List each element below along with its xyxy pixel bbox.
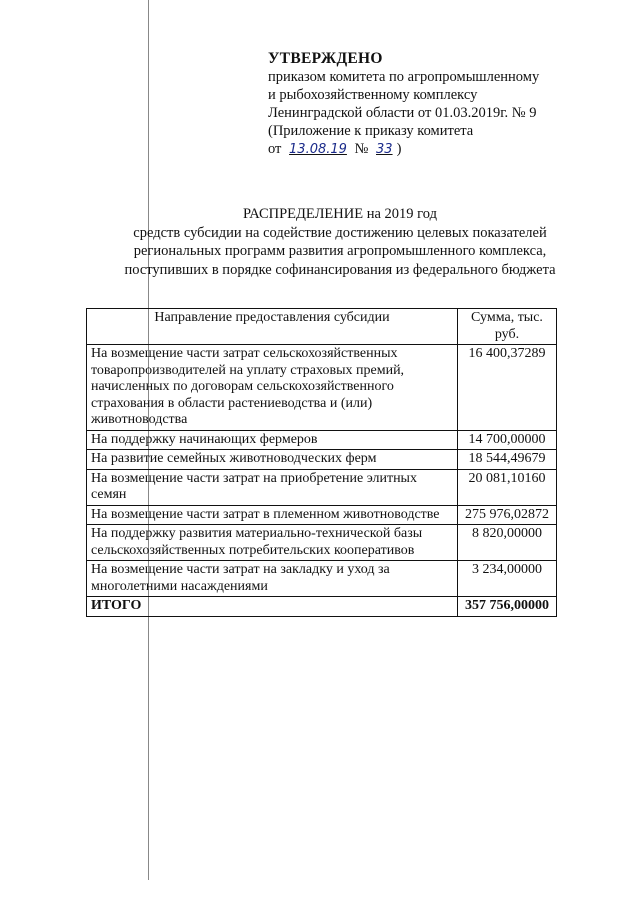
handwritten-number: 33 <box>376 142 393 157</box>
approval-line-1: приказом комитета по агропромышленному <box>268 69 540 85</box>
row-sum: 3 234,00000 <box>458 561 557 597</box>
table-row <box>87 525 557 561</box>
subsidy-distribution-table <box>86 308 557 617</box>
title-heading-rest: на 2019 год <box>363 206 437 222</box>
row-sum: 18 544,49679 <box>458 450 557 470</box>
row-sum: 16 400,37289 <box>458 345 557 431</box>
approval-line-2: и рыбохозяйственному комплексу <box>268 87 478 103</box>
table-row <box>87 561 557 597</box>
row-direction: На возмещение части затрат на приобретение элитных семян <box>87 469 458 505</box>
total-sum: 357 756,00000 <box>458 597 557 617</box>
row-direction: На возмещение части затрат сельскохозяйственных товаропроизводителей на уплату страховых премий, начисленных по договорам сельскохозяйственного страхования в области растениеводства и (или) животноводства <box>87 345 458 431</box>
approval-close-paren: ) <box>396 141 402 157</box>
title-line-3: региональных программ развития агропромышленного комплекса, <box>133 243 547 259</box>
row-direction: На возмещение части затрат в племенном животноводстве <box>87 505 458 525</box>
row-direction: На поддержку развития материально-технической базы сельскохозяйственных потребительских кооперативов <box>87 525 458 561</box>
approval-stamp-block <box>268 50 608 159</box>
column-header-sum: Сумма, тыс. руб. <box>458 309 557 345</box>
approval-line-4: (Приложение к приказу комитета <box>268 123 474 139</box>
handwritten-date: 13.08.19 <box>289 142 347 157</box>
table-row <box>87 505 557 525</box>
approval-heading: УТВЕРЖДЕНО <box>268 50 383 67</box>
row-sum: 8 820,00000 <box>458 525 557 561</box>
approval-from-label: от <box>268 141 282 157</box>
document-title <box>40 205 640 224</box>
title-line-4: поступивших в порядке софинансирования из федерального бюджета <box>124 261 556 278</box>
row-direction: На возмещение части затрат на закладку и уход за многолетними насаждениями <box>87 561 458 597</box>
title-heading: РАСПРЕДЕЛЕНИЕ <box>243 206 364 222</box>
row-sum: 275 976,02872 <box>458 505 557 525</box>
table-row <box>87 469 557 505</box>
approval-line-3: Ленинградской области от 01.03.2019г. № 9 <box>268 105 537 121</box>
table-row <box>87 345 557 431</box>
total-label: ИТОГО <box>87 597 458 617</box>
row-sum: 14 700,00000 <box>458 430 557 450</box>
document-title-block <box>40 205 640 279</box>
row-direction: На развитие семейных животноводческих ферм <box>87 450 458 470</box>
row-sum: 20 081,10160 <box>458 469 557 505</box>
column-header-direction: Направление предоставления субсидии <box>87 309 458 345</box>
table-total-row <box>87 597 557 617</box>
approval-number-label: № <box>354 141 369 157</box>
title-line-2: средств субсидии на содействие достижению целевых показателей <box>133 224 547 241</box>
row-direction: На поддержку начинающих фермеров <box>87 430 458 450</box>
table-row <box>87 430 557 450</box>
table-header-row <box>87 309 557 345</box>
table-row <box>87 450 557 470</box>
approval-line-5 <box>268 140 608 159</box>
